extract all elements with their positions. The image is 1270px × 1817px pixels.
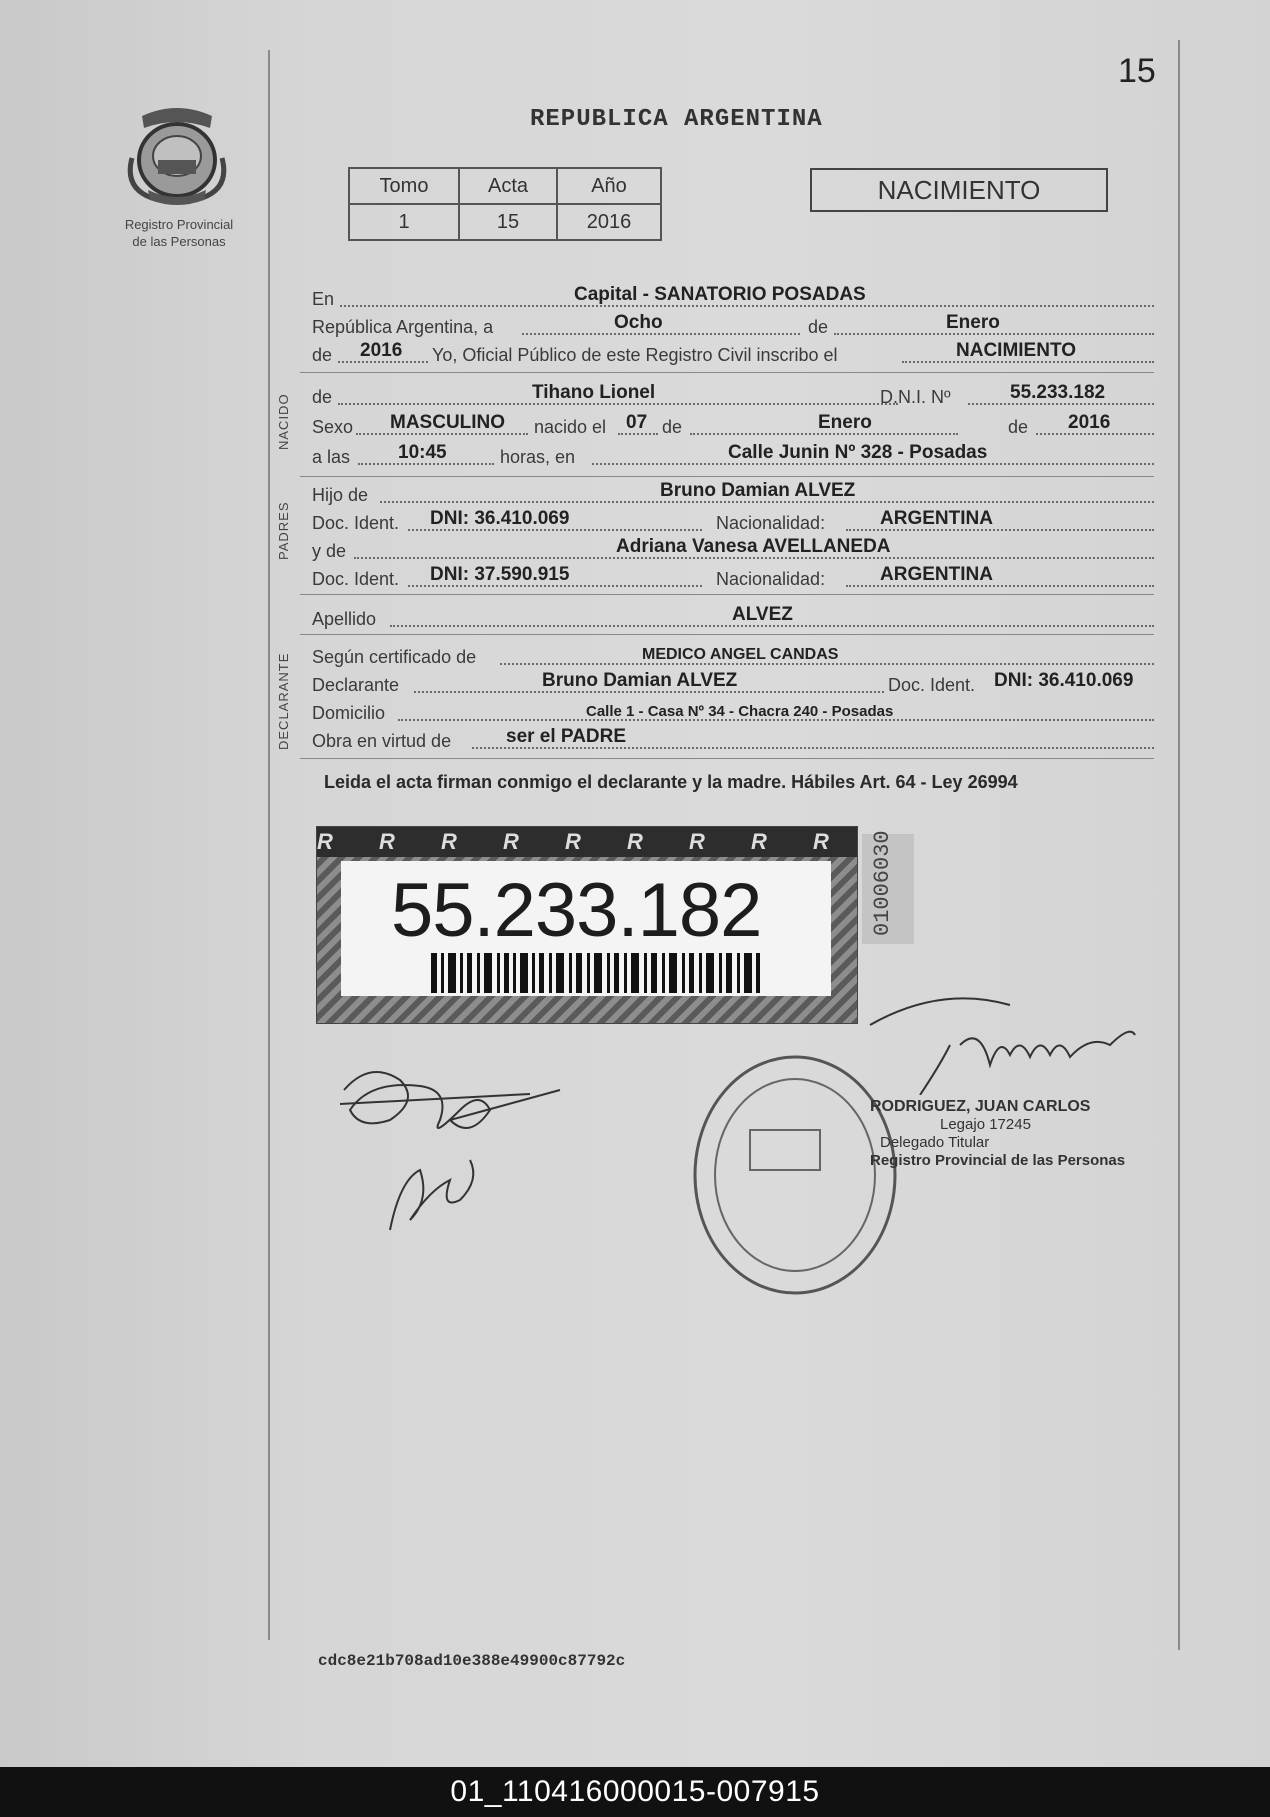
value-certificado: MEDICO ANGEL CANDAS [642,646,839,663]
label-nacido: nacido el [534,417,607,437]
issuer-caption-line2: de las Personas [132,234,226,249]
label-doc: Doc. Ident. [888,675,976,695]
label-apellido: Apellido [312,609,377,629]
issuer-caption-line1: Registro Provincial [124,217,234,232]
label-inscribo: Yo, Oficial Público de este Registro Civil inscribo el [432,345,838,365]
value-dia: Ocho [614,312,663,333]
value-domicilio: Calle 1 - Casa Nº 34 - Chacra 240 - Posadas [586,703,894,720]
side-label-nacido: NACIDO [276,393,291,450]
left-margin-line [268,50,270,1640]
value-dni: 55.233.182 [1010,382,1106,403]
side-label-padres: PADRES [276,501,291,560]
signer-legajo: Legajo 17245 [940,1116,1031,1133]
label-nacionalidad: Nacionalidad: [716,513,826,533]
section-divider [300,594,1154,595]
acta-header-row [349,168,661,204]
label-nacionalidad: Nacionalidad: [716,569,826,589]
label-certificado: Según certificado de [312,647,477,667]
value-declarante-doc: DNI: 36.410.069 [994,670,1134,691]
value-padre-nac: ARGENTINA [880,508,993,529]
acta-header-cell: Tomo [349,168,459,204]
row-apellido [312,606,1154,630]
label-de: de [312,387,333,407]
acta-value-cell: 15 [459,204,557,240]
document-type-box: NACIMIENTO [810,168,1108,212]
value-apellido: ALVEZ [732,604,793,625]
stamp-texts [1,1,2,2]
row-certificado [312,644,1154,668]
label-obra: Obra en virtud de [312,731,452,751]
label-hijo: Hijo de [312,485,369,505]
acta-header-cell: Año [557,168,661,204]
row-madre [312,538,1154,562]
row-padre [312,482,1154,506]
page-title: REPUBLICA ARGENTINA [530,106,823,133]
label-de: de [808,317,829,337]
label-dni: D.N.I. Nº [880,387,951,407]
label-de: de [312,345,333,365]
acta-value-row [349,204,661,240]
row-sexo [312,414,1154,438]
value-obra: ser el PADRE [506,726,627,747]
sticker-number: 55.233.182 [391,868,762,953]
barcode-icon [431,953,761,993]
sticker-pattern: R R R R R R R R R [317,827,857,857]
row-fecha [312,314,1154,338]
issuer-caption [104,216,254,250]
section-divider [300,634,1154,635]
file-id-footer: 01_110416000015-007915 [0,1767,1270,1817]
value-tipo: NACIMIENTO [956,340,1076,361]
acta-header-cell: Acta [459,168,557,204]
page-number: 15 [1118,52,1156,90]
label-declarante: Declarante [312,675,400,695]
row-domicilio [312,700,1154,724]
row-nombre [312,384,1154,408]
side-label-declarante: DECLARANTE [276,652,291,750]
value-madre-nac: ARGENTINA [880,564,993,585]
province-emblem-icon [122,98,232,206]
value-padre-doc: DNI: 36.410.069 [430,508,570,529]
row-padre-doc [312,510,1154,534]
value-nac-mes: Enero [818,412,872,433]
row-declarante [312,672,1154,696]
section-divider [300,758,1154,759]
label-doc: Doc. Ident. [312,513,400,533]
value-nombre: Tihano Lionel [532,382,656,403]
section-divider [300,372,1154,373]
declarant-signature-icon [330,1050,580,1250]
value-declarante: Bruno Damian ALVEZ [542,670,738,691]
label-en: En [312,289,335,309]
label-hora: a las [312,447,351,467]
label-republica: República Argentina, a [312,317,494,337]
acta-value-cell: 2016 [557,204,661,240]
signer-name: RODRIGUEZ, JUAN CARLOS [870,1098,1091,1115]
dni-sticker [316,826,858,1024]
label-horas: horas, en [500,447,576,467]
row-madre-doc [312,566,1154,590]
value-sexo: MASCULINO [390,412,506,433]
label-de: de [662,417,683,437]
value-lugar: Capital - SANATORIO POSADAS [574,284,866,305]
official-signature-icon [860,985,1140,1095]
value-hora: 10:45 [398,442,447,463]
value-mes: Enero [946,312,1000,333]
row-inscripcion [312,342,1154,366]
sticker-serial-box [862,830,914,944]
document-hash: cdc8e21b708ad10e388e49900c87792c [318,1652,626,1670]
acta-value-cell: 1 [349,204,459,240]
legal-note: Leida el acta firman conmigo el declarante y la madre. Hábiles Art. 64 - Ley 26994 [324,772,1018,792]
value-nac-anio: 2016 [1068,412,1111,433]
logo-text [104,250,105,251]
row-lugar [312,286,1154,310]
value-madre: Adriana Vanesa AVELLANEDA [616,536,891,557]
value-madre-doc: DNI: 37.590.915 [430,564,570,585]
signer-office: Registro Provincial de las Personas [870,1152,1126,1169]
row-hora [312,444,1154,468]
sticker-serial: 01006030 [870,830,895,936]
sticker-label [341,861,831,996]
label-yde: y de [312,541,347,561]
label-de: de [1008,417,1029,437]
signer-block [870,1098,1125,1170]
value-nac-dia: 07 [626,412,648,433]
stamp-text [1,1,2,2]
value-anio: 2016 [360,340,403,361]
label-doc: Doc. Ident. [312,569,400,589]
section-divider [300,476,1154,477]
label-domicilio: Domicilio [312,703,386,723]
label-sexo: Sexo [312,417,354,437]
value-padre: Bruno Damian ALVEZ [660,480,856,501]
acta-table [348,167,662,241]
right-margin-line [1178,40,1180,1650]
value-lugar-nac: Calle Junin Nº 328 - Posadas [728,442,988,463]
row-obra [312,728,1154,752]
signer-role: Delegado Titular [880,1134,990,1151]
